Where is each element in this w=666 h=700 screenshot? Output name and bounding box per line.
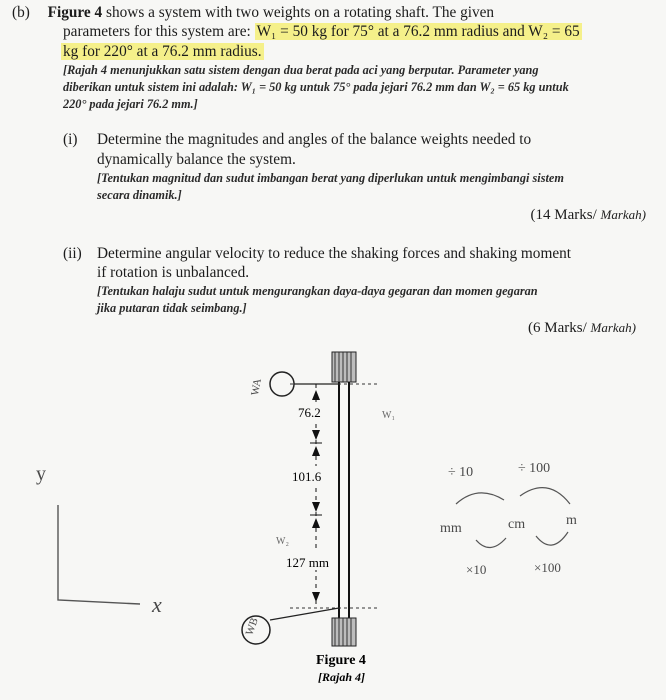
handwritten-div-10: ÷ 10 [448, 465, 474, 480]
malay-translation-line-2: diberikan untuk sistem ini adalah: W₁ = 50 kg untuk 75° pada jejari 76.2 mm dan W₂ = 65 kg untuk [63, 80, 569, 94]
arrow-mm-to-cm [456, 493, 504, 504]
sub-i-text-1: Determine the magnitudes and angles of the balance weights needed to [97, 131, 532, 148]
intro-text-1: shows a system with two weights on a rotating shaft. The given [106, 4, 495, 21]
handwritten-x100: ×100 [534, 560, 561, 575]
sub-ii-text-1: Determine angular velocity to reduce the shaking forces and shaking moment [97, 245, 572, 262]
highlighted-parameters-1: W₁ = 50 kg for 75° at a 76.2 mm radius and W₂ = 65 [256, 23, 580, 40]
part-label: (b) [12, 4, 30, 21]
label-w2: W₂ [276, 536, 289, 547]
handwritten-axes [58, 505, 140, 604]
highlighted-parameters-2: kg for 220° at a 76.2 mm radius. [63, 43, 262, 60]
bottom-bearing [332, 618, 356, 646]
sub-ii-label: (ii) [63, 245, 82, 262]
weight-w2-arm [270, 608, 339, 620]
arrow-m-to-cm [536, 532, 568, 545]
handwritten-div-100: ÷ 100 [518, 461, 551, 476]
sub-i-malay-2: secara dinamik.] [97, 188, 182, 202]
sub-i-marks-ms: Markah) [600, 207, 646, 222]
sub-ii-marks-ms: Markah) [590, 320, 636, 335]
top-bearing [332, 352, 356, 382]
handwritten-cm: cm [508, 517, 526, 532]
handwritten-mm: mm [440, 521, 462, 536]
sub-i-label: (i) [63, 131, 78, 148]
handwritten-y: y [36, 463, 46, 485]
arrow-cm-to-m [520, 488, 570, 504]
arrow-cm-to-mm [476, 538, 506, 548]
handwritten-x10: ×10 [466, 562, 487, 577]
handwritten-wb: WB [243, 616, 261, 638]
sub-ii-marks-en: (6 Marks/ [528, 320, 587, 336]
handwritten-x: x [152, 592, 162, 617]
sub-i-malay-1: [Tentukan magnitud dan sudut imbangan berat yang diperlukan untuk mengimbangi sistem [97, 171, 564, 185]
malay-translation-line-1: [Rajah 4 menunjukkan satu sistem dengan dua berat pada aci yang berputar. Parameter yang [63, 63, 539, 77]
handwritten-m: m [566, 513, 577, 528]
dimension-127-mm: 127 mm [286, 555, 329, 570]
sub-i-marks-en: (14 Marks/ [530, 207, 597, 223]
label-w1: W₁ [382, 410, 395, 421]
sub-ii-malay-1: [Tentukan halaju sudut untuk mengurangkan daya-daya gegaran dan momen gegaran [97, 284, 538, 298]
sub-ii-malay-2: jika putaran tidak seimbang.] [97, 301, 247, 315]
dimension-101-6: 101.6 [292, 469, 322, 484]
figure-caption-malay: [Rajah 4] [318, 670, 366, 684]
dimension-76-2: 76.2 [298, 405, 321, 420]
handwritten-wa: WA [249, 377, 264, 397]
sub-ii-text-2: if rotation is unbalanced. [97, 264, 250, 281]
sub-i-text-2: dynamically balance the system. [97, 151, 296, 168]
figure-caption: Figure 4 [316, 653, 366, 668]
figure-ref: Figure 4 [47, 4, 103, 21]
intro-text-2a: parameters for this system are: [63, 23, 251, 40]
malay-translation-line-3: 220° pada jejari 76.2 mm.] [63, 97, 198, 111]
